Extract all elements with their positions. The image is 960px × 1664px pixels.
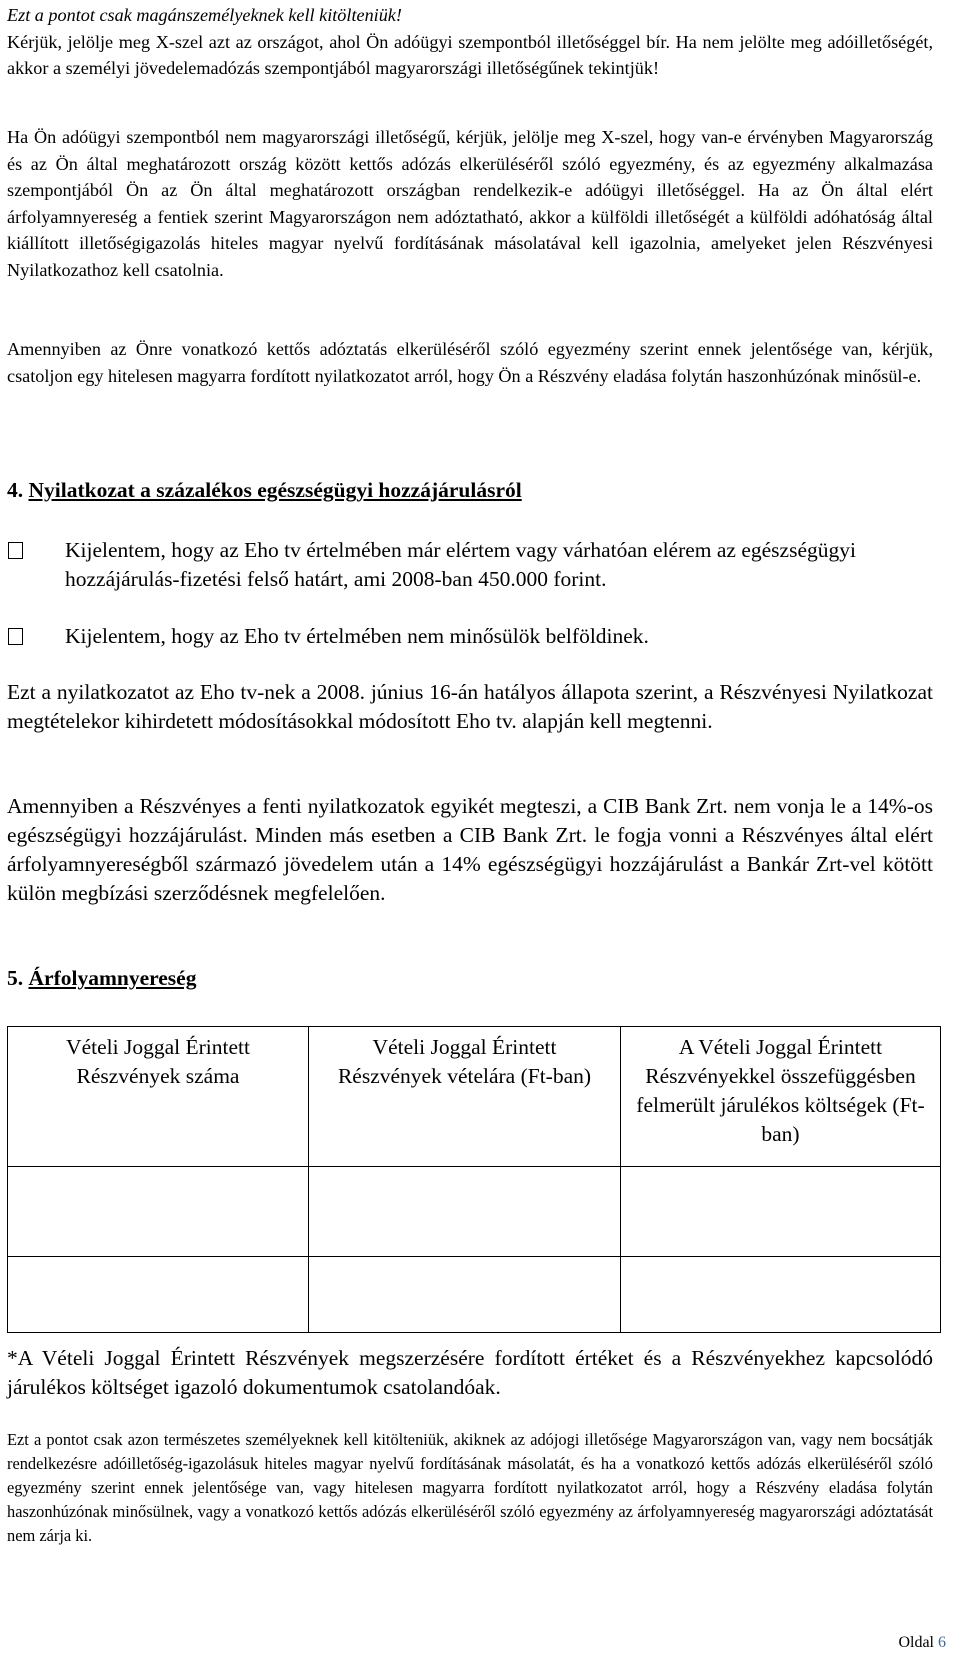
eho-option-1 bbox=[7, 536, 933, 594]
page-number-value: 6 bbox=[938, 1634, 946, 1651]
input-cell-count[interactable] bbox=[8, 1167, 309, 1257]
capital-gain-table bbox=[7, 1026, 941, 1333]
option2-label: Kijelentem, hogy az Eho tv értelmében nem minősülök belföldinek. bbox=[65, 624, 649, 648]
option2-checkbox[interactable] bbox=[8, 628, 23, 645]
option1-label: Kijelentem, hogy az Eho tv értelmében már elértem vagy várhatóan elérem az egészségügyi hozzájárulás-fizetési felső határt, ami 2008-ban 450.000 forint. bbox=[65, 538, 856, 591]
eho-option-2 bbox=[7, 622, 933, 651]
table-row-entry bbox=[8, 1257, 941, 1333]
section5-heading bbox=[7, 966, 196, 991]
section5-number: 5. bbox=[7, 966, 24, 990]
column-header: Vételi Joggal Érintett Részvények vételára (Ft-ban) bbox=[309, 1027, 621, 1167]
section4-number: 4. bbox=[7, 478, 24, 502]
intro-paragraph-3: Amennyiben az Önre vonatkozó kettős adóztatás elkerüléséről szóló egyezmény szerint ennek jelentősége van, kérjük, csatoljon egy hitelesen magyarra fordított nyilatkozatot arról, hogy Ön a Részvény eladása folytán haszonhúzónak minősül-e. bbox=[7, 339, 933, 386]
column-header: Vételi Joggal Érintett Részvények száma bbox=[8, 1027, 309, 1167]
table-header-row bbox=[8, 1027, 941, 1167]
intro-block bbox=[7, 2, 933, 82]
intro-paragraph-1: Kérjük, jelölje meg X-szel azt az országot, ahol Ön adóügyi szempontból illetőséggel bír. Ha nem jelölte meg adóilletőségét, akkor a személyi jövedelemadózás szempontjából magyarországi illetőségűnek tekintjük! bbox=[7, 31, 933, 78]
table-footnote: *A Vételi Joggal Érintett Részvények megszerzésére fordított értéket és a Részvényekhez kapcsolódó járulékos költséget igazoló dokumentumok csatolandóak. bbox=[7, 1346, 933, 1399]
italic-note: Ezt a pontot csak magánszemélyeknek kell kitölteniük! bbox=[7, 5, 402, 25]
input-cell-costs[interactable] bbox=[621, 1167, 941, 1257]
section4-heading bbox=[7, 478, 522, 503]
table-row-entry bbox=[8, 1167, 941, 1257]
section4-paragraph-1: Ezt a nyilatkozatot az Eho tv-nek a 2008. június 16-án hatályos állapota szerint, a Részvényesi Nyilatkozat megtételekor kihirdetett módosításokkal módosított Eho tv. alapján kell megtenni. bbox=[7, 680, 933, 733]
section4-paragraph-2: Amennyiben a Részvényes a fenti nyilatkozatok egyikét megteszi, a CIB Bank Zrt. nem vonja le a 14%-os egészségügyi hozzájárulást. Minden más esetben a CIB Bank Zrt. le fogja vonni a Részvényes által elért árfolyamnyereségből származó jövedelem után a 14% egészségügyi hozzájárulást a Bankár Zrt-vel kötött külön megbízási szerződésnek megfelelően. bbox=[7, 794, 933, 905]
page-label: Oldal bbox=[898, 1634, 934, 1651]
option1-checkbox[interactable] bbox=[8, 542, 23, 559]
column-header: A Vételi Joggal Érintett Részvényekkel összefüggésben felmerült járulékos költségek (Ft-ban) bbox=[621, 1027, 941, 1167]
page-number bbox=[898, 1634, 946, 1652]
input-cell-costs[interactable] bbox=[621, 1257, 941, 1333]
section5-title: Árfolyamnyereség bbox=[28, 966, 197, 990]
input-cell-count[interactable] bbox=[8, 1257, 309, 1333]
intro-paragraph-2: Ha Ön adóügyi szempontból nem magyarországi illetőségű, kérjük, jelölje meg X-szel, hogy van-e érvényben Magyarország és az Ön által meghatározott ország között kettős adózás elkerüléséről szóló egyezmény, és az egyezmény alkalmazása szempontjából Ön az Ön által meghatározott országban rendelkezik-e adóügyi illetőséggel. Ha az Ön által elért árfolyamnyereség a fentiek szerint Magyarországon nem adóztatható, akkor a külföldi illetőségét a külföldi adóhatóság által kiállított illetőségigazolás hiteles magyar nyelvű fordításának másolatával kell igazolnia, amelyeket jelen Részvényesi Nyilatkozathoz kell csatolnia. bbox=[7, 127, 933, 280]
input-cell-price[interactable] bbox=[309, 1167, 621, 1257]
input-cell-price[interactable] bbox=[309, 1257, 621, 1333]
small-note: Ezt a pontot csak azon természetes személyeknek kell kitölteniük, akiknek az adójogi illetősége Magyarországon van, vagy nem bocsátják rendelkezésre adóilletőség-igazolásuk hiteles magyar nyelvű fordításának másolatát, és ha a vonatkozó kettős adózás elkerüléséről szóló egyezmény szerint ennek jelentősége van, vagy hitelesen magyarra fordított nyilatkozatot arról, hogy a Részvény eladása folytán haszonhúzónak minősülnek, vagy a vonatkozó kettős adózás elkerüléséről szóló egyezmény az árfolyamnyereség magyarországi adóztatását nem zárja ki. bbox=[7, 1430, 933, 1545]
section4-title: Nyilatkozat a százalékos egészségügyi hozzájárulásról bbox=[28, 478, 522, 502]
